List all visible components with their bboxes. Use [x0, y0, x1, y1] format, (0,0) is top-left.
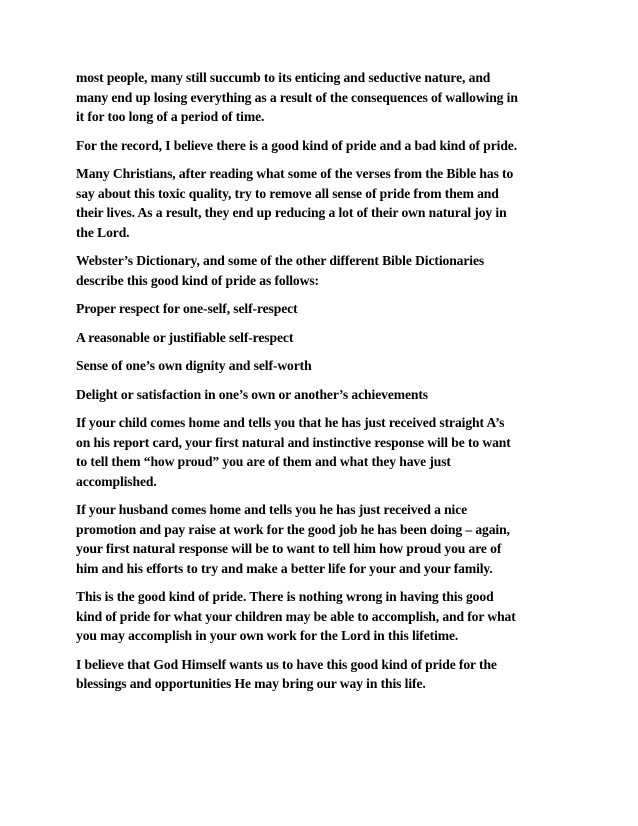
definition-item	[76, 356, 576, 376]
text-line: on his report card, your first natural and instinctive response will be to want	[76, 434, 511, 450]
text-line: Webster’s Dictionary, and some of the other different Bible Dictionaries	[76, 253, 485, 268]
text-line: describe this good kind of pride as follows:	[76, 272, 319, 288]
text-line: Sense of one’s own dignity and self-worth	[76, 358, 312, 373]
text-line: most people, many still succumb to its enticing and seductive nature, and	[76, 70, 491, 85]
paragraph-conclusion	[76, 655, 576, 694]
paragraph-dictionary	[76, 251, 576, 290]
text-line: For the record, I believe there is a good kind of pride and a bad kind of pride.	[76, 137, 518, 153]
text-line: A reasonable or justifiable self-respect	[76, 329, 294, 345]
text-line: their lives. As a result, they end up reducing a lot of their own natural joy in	[76, 205, 507, 220]
document-body	[76, 68, 576, 703]
paragraph-good-and-bad-pride	[76, 136, 576, 156]
text-line: If your child comes home and tells you that he has just received straight A’s	[76, 415, 505, 430]
text-line: blessings and opportunities He may bring our way in this life.	[76, 676, 426, 691]
text-line: your first natural response will be to want to tell him how proud you are of	[76, 541, 502, 556]
text-line: him and his efforts to try and make a better life for your and your family.	[76, 560, 493, 576]
text-line: you may accomplish in your own work for the Lord in this lifetime.	[76, 628, 459, 643]
paragraph-child-example	[76, 413, 576, 491]
text-line: to tell them “how proud” you are of them and what they have just	[76, 454, 451, 469]
text-line: it for too long of a period of time.	[76, 109, 265, 124]
text-line: Delight or satisfaction in one’s own or another’s achievements	[76, 386, 428, 402]
paragraph-christians	[76, 164, 576, 242]
definition-item	[76, 385, 576, 405]
text-line: many end up losing everything as a result of the consequences of wallowing in	[76, 89, 518, 105]
definition-item	[76, 328, 576, 348]
text-line: the Lord.	[76, 224, 130, 240]
paragraph-continuation	[76, 68, 576, 127]
text-line: say about this toxic quality, try to remove all sense of pride from them and	[76, 185, 499, 201]
paragraph-husband-example	[76, 500, 576, 578]
text-line: Proper respect for one-self, self-respect	[76, 301, 298, 316]
text-line: This is the good kind of pride. There is nothing wrong in having this good	[76, 589, 494, 604]
text-line: kind of pride for what your children may be able to accomplish, and for what	[76, 608, 516, 624]
text-line: promotion and pay raise at work for the good job he has been doing – again,	[76, 521, 510, 537]
text-line: accomplished.	[76, 473, 157, 489]
text-line: I believe that God Himself wants us to have this good kind of pride for the	[76, 656, 497, 672]
text-line: Many Christians, after reading what some of the verses from the Bible has to	[76, 166, 514, 181]
text-line: If your husband comes home and tells you he has just received a nice	[76, 502, 468, 517]
paragraph-good-pride	[76, 587, 576, 646]
definition-item	[76, 299, 576, 319]
